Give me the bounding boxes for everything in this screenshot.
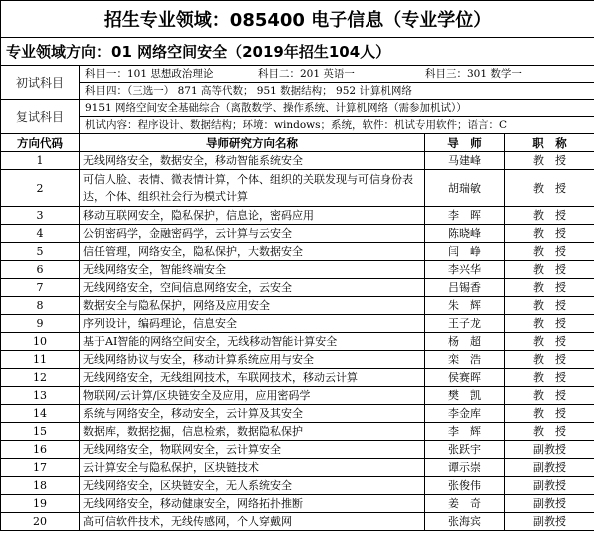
table-row (1, 261, 594, 279)
row-direction: 无线网络安全，区块链安全，无人系统安全 (80, 477, 425, 495)
row-code: 1 (1, 152, 80, 170)
row-rank: 教 授 (505, 207, 594, 225)
table-row (1, 207, 594, 225)
row-tutor: 陈晓峰 (425, 225, 505, 243)
row-code: 17 (1, 459, 80, 477)
field-direction-text: 专业领域方向：01 网络空间安全（2019年招生104人） (6, 43, 391, 61)
exam2-line2: 机试内容：程序设计、数据结构；环境：windows；系统，软件：机试专用软件；语言：C (80, 117, 594, 134)
row-direction: 物联网/云计算/区块链安全及应用，应用密码学 (80, 387, 425, 405)
table-row (1, 333, 594, 351)
row-code: 7 (1, 279, 80, 297)
row-tutor: 李 晖 (425, 207, 505, 225)
row-rank: 教 授 (505, 333, 594, 351)
table-row (1, 297, 594, 315)
row-direction: 无线网络安全，物联网安全，云计算安全 (80, 441, 425, 459)
row-tutor: 姜 奇 (425, 495, 505, 513)
row-tutor: 马建峰 (425, 152, 505, 170)
row-direction: 数据安全与隐私保护，网络及应用安全 (80, 297, 425, 315)
row-tutor: 张跃宇 (425, 441, 505, 459)
row-direction: 序列设计，编码理论，信息安全 (80, 315, 425, 333)
table-row (1, 170, 594, 207)
row-code: 16 (1, 441, 80, 459)
exam1-subject2: 科目二：201 英语一 (258, 68, 355, 80)
row-code: 4 (1, 225, 80, 243)
column-header-tutor: 导 师 (425, 134, 505, 152)
row-direction: 高可信软件技术，无线传感网，个人穿戴网 (80, 513, 425, 531)
row-tutor: 胡瑞敏 (425, 170, 505, 207)
table-row (1, 513, 594, 531)
row-direction: 无线网络安全，数据安全，移动智能系统安全 (80, 152, 425, 170)
row-direction: 无线网络安全，智能终端安全 (80, 261, 425, 279)
row-direction: 基于AI智能的网络空间安全，无线移动智能计算安全 (80, 333, 425, 351)
row-rank: 教 授 (505, 261, 594, 279)
exam1-subject3: 科目三：301 数学一 (425, 68, 522, 80)
row-code: 3 (1, 207, 80, 225)
table-row (1, 441, 594, 459)
table-row (1, 279, 594, 297)
row-tutor: 朱 辉 (425, 297, 505, 315)
table-row (1, 351, 594, 369)
table-row (1, 495, 594, 513)
exam1-subject1: 科目一：101 思想政治理论 (85, 68, 214, 80)
row-code: 18 (1, 477, 80, 495)
row-rank: 副教授 (505, 495, 594, 513)
row-code: 12 (1, 369, 80, 387)
row-tutor: 闫 峥 (425, 243, 505, 261)
exam1-subjects-123 (80, 66, 594, 83)
row-direction: 无线网络安全，移动健康安全，网络拓扑推断 (80, 495, 425, 513)
column-header-direction: 导师研究方向名称 (80, 134, 425, 152)
row-code: 6 (1, 261, 80, 279)
row-code: 10 (1, 333, 80, 351)
row-code: 2 (1, 170, 80, 207)
row-rank: 教 授 (505, 315, 594, 333)
table-row (1, 369, 594, 387)
row-tutor: 王子龙 (425, 315, 505, 333)
row-rank: 教 授 (505, 423, 594, 441)
row-direction: 公钥密码学，金融密码学，云计算与云安全 (80, 225, 425, 243)
row-rank: 教 授 (505, 369, 594, 387)
row-rank: 教 授 (505, 225, 594, 243)
table-row (1, 225, 594, 243)
row-direction: 无线网络协议与安全，移动计算系统应用与安全 (80, 351, 425, 369)
row-code: 14 (1, 405, 80, 423)
row-direction: 云计算安全与隐私保护，区块链技术 (80, 459, 425, 477)
row-rank: 教 授 (505, 405, 594, 423)
row-direction: 可信人脸、表情、微表情计算，个体、组织的关联发现与可信身份表达，个体、组织社会行为模式计算 (80, 170, 425, 207)
row-direction: 系统与网络安全，移动安全，云计算及其安全 (80, 405, 425, 423)
row-tutor: 张海宾 (425, 513, 505, 531)
row-tutor: 李 辉 (425, 423, 505, 441)
row-tutor: 杨 超 (425, 333, 505, 351)
table-row (1, 387, 594, 405)
row-rank: 副教授 (505, 441, 594, 459)
row-code: 15 (1, 423, 80, 441)
exam1-subject4: 科目四：（三选一） 871 高等代数； 951 数据结构； 952 计算机网络 (80, 83, 594, 100)
row-rank: 教 授 (505, 387, 594, 405)
row-rank: 教 授 (505, 279, 594, 297)
row-direction: 移动互联网安全，隐私保护，信息论，密码应用 (80, 207, 425, 225)
row-direction: 信任管理，网络安全，隐私保护，大数据安全 (80, 243, 425, 261)
page-title: 招生专业领域：085400 电子信息（专业学位） (1, 1, 594, 38)
exam2-label: 复试科目 (1, 100, 80, 134)
exam2-line1: 9151 网络空间安全基础综合（离散数学、操作系统、计算机网络（需参加机试）） (80, 100, 594, 117)
row-tutor: 谭示崇 (425, 459, 505, 477)
row-rank: 教 授 (505, 170, 594, 207)
row-rank: 副教授 (505, 477, 594, 495)
row-code: 11 (1, 351, 80, 369)
row-rank: 副教授 (505, 513, 594, 531)
row-tutor: 侯赛晖 (425, 369, 505, 387)
row-tutor: 李金库 (425, 405, 505, 423)
row-tutor: 栾 浩 (425, 351, 505, 369)
row-direction: 无线网络安全，无线组网技术，车联网技术，移动云计算 (80, 369, 425, 387)
table-row (1, 315, 594, 333)
table-row (1, 423, 594, 441)
table-row (1, 152, 594, 170)
row-code: 19 (1, 495, 80, 513)
row-direction: 数据库，数据挖掘，信息检索，数据隐私保护 (80, 423, 425, 441)
row-rank: 教 授 (505, 351, 594, 369)
row-rank: 教 授 (505, 297, 594, 315)
row-code: 9 (1, 315, 80, 333)
row-code: 5 (1, 243, 80, 261)
table-row (1, 477, 594, 495)
field-direction-heading (1, 38, 594, 66)
row-tutor: 张俊伟 (425, 477, 505, 495)
row-direction: 无线网络安全，空间信息网络安全，云安全 (80, 279, 425, 297)
table-row (1, 405, 594, 423)
column-header-rank: 职 称 (505, 134, 594, 152)
row-rank: 教 授 (505, 152, 594, 170)
column-header-code: 方向代码 (1, 134, 80, 152)
row-code: 8 (1, 297, 80, 315)
row-rank: 教 授 (505, 243, 594, 261)
row-code: 20 (1, 513, 80, 531)
row-tutor: 樊 凯 (425, 387, 505, 405)
table-body (1, 152, 594, 531)
table-row (1, 243, 594, 261)
row-tutor: 李兴华 (425, 261, 505, 279)
exam1-label: 初试科目 (1, 66, 80, 100)
table-row (1, 459, 594, 477)
row-rank: 副教授 (505, 459, 594, 477)
row-code: 13 (1, 387, 80, 405)
row-tutor: 吕锡香 (425, 279, 505, 297)
